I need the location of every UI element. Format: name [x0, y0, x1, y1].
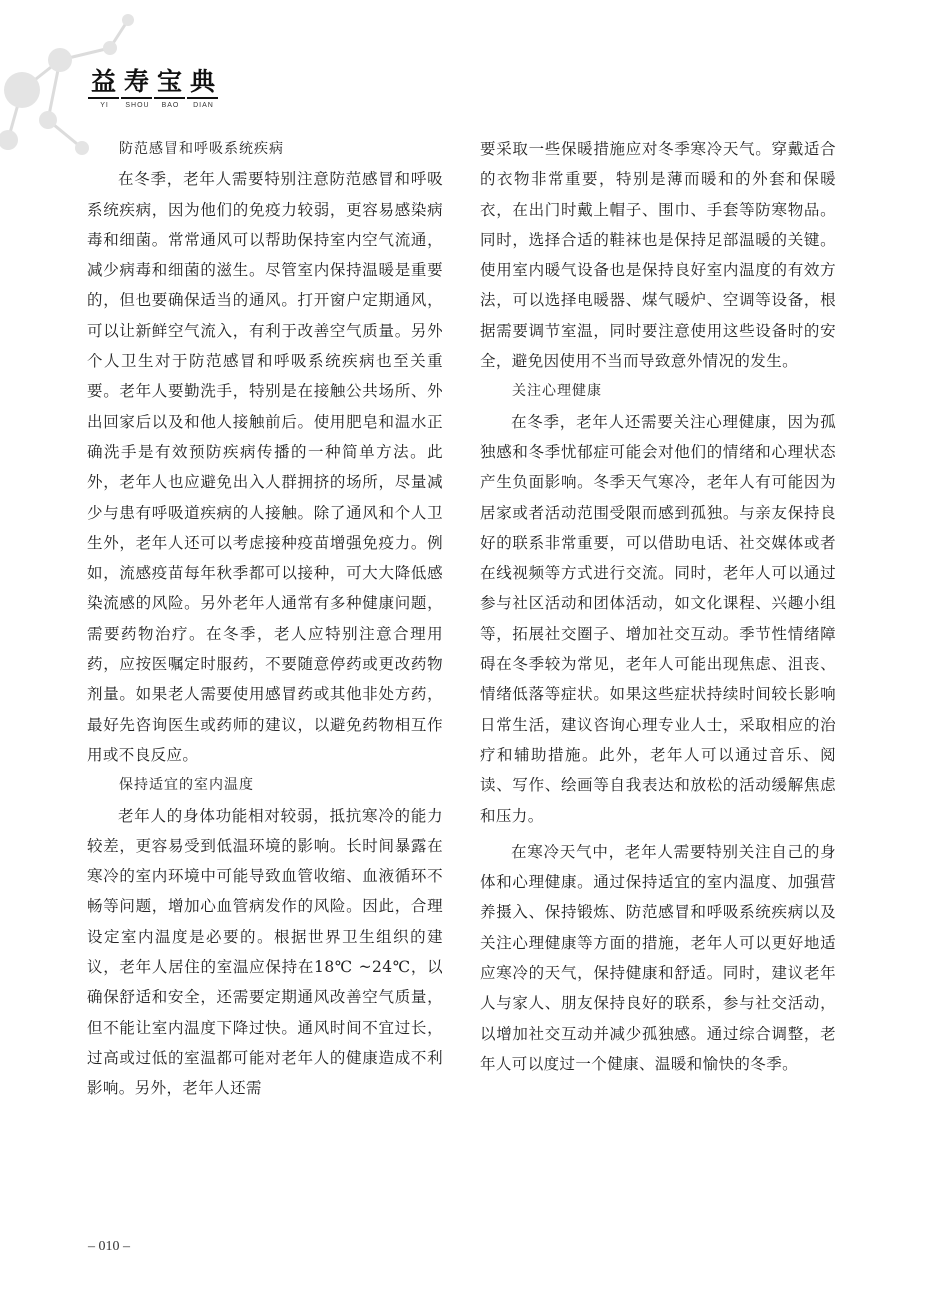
section-heading-cold-prevention: 防范感冒和呼吸系统疾病 — [119, 141, 284, 157]
pinyin-syllable: BAO — [161, 102, 180, 109]
paragraph-conclusion: 在寒冷天气中，老年人需要特别关注自己的身体和心理健康。通过保持适宜的室内温度、加强营养摄入、保持锻炼、防范感冒和呼吸系统疾病以及关注心理健康等方面的措施，老年人可以更好地适应寒冷的天气，保持健康和舒适。同时，建议老年人与家人、朋友保持良好的联系，参与社交活动，以增加社交互动并减少孤独感。通过综合调整，老年人可以度过一个健康、温暖和愉快的冬季。 — [480, 842, 836, 1073]
paragraph-indoor-temperature: 老年人的身体功能相对较弱，抵抗寒冷的能力较差，更容易受到低温环境的影响。长时间暴露在寒冷的室内环境中可能导致血管收缩、血液循环不畅等问题，增加心血管病发作的风险。因此，合理设定室内温度是必要的。根据世界卫生组织的建议，老年人居住的室温应保持在18℃ ~24℃，以确保舒适和安全，还需要定期通风改善空气质量，但不能让室内温度下降过快。通风时间不宜过长，过高或过低的室温都可能对老年人的健康造成不利影响。另外，老年人还需 — [87, 806, 443, 1098]
masthead-char: 宝 — [154, 66, 185, 99]
paragraph-mental-health: 在冬季，老年人还需要关注心理健康，因为孤独感和冬季忧郁症可能会对他们的情绪和心理状态产生负面影响。冬季天气寒冷，老年人有可能因为居家或者活动范围受限而感到孤独。与亲友保持良好的联系非常重要，可以借助电话、社交媒体或者在线视频等方式进行交流。同时，老年人可以通过参与社区活动和团体活动，如文化课程、兴趣小组等，拓展社交圈子、增加社交互动。季节性情绪障碍在冬季较为常见，老年人可能出现焦虑、沮丧、情绪低落等症状。如果这些症状持续时间较长影响日常生活，建议咨询心理专业人士，采取相应的治疗和辅助措施。此外，老年人可以通过音乐、阅读、写作、绘画等自我表达和放松的活动缓解焦虑和压力。 — [480, 412, 836, 825]
pinyin-syllable: SHOU — [125, 102, 150, 109]
right-column — [480, 134, 836, 1079]
masthead-logo — [88, 66, 220, 109]
page-number: – 010 – — [88, 1239, 130, 1254]
left-column — [87, 134, 443, 1104]
masthead-char: 寿 — [121, 66, 152, 99]
masthead-title — [88, 66, 220, 99]
masthead-char: 益 — [88, 66, 119, 99]
section-heading-indoor-temperature: 保持适宜的室内温度 — [119, 777, 254, 794]
pinyin-syllable: DIAN — [193, 102, 214, 109]
section-heading-mental-health: 关注心理健康 — [512, 383, 602, 400]
pinyin-syllable: YI — [100, 102, 109, 109]
masthead-pinyin — [88, 102, 220, 109]
masthead-char: 典 — [187, 66, 218, 99]
paragraph-cold-prevention: 在冬季，老年人需要特别注意防范感冒和呼吸系统疾病，因为他们的免疫力较弱，更容易感染病毒和细菌。常常通风可以帮助保持室内空气流通，减少病毒和细菌的滋生。尽管室内保持温暖是重要的，但也要确保适当的通风。打开窗户定期通风，可以让新鲜空气流入，有利于改善空气质量。另外个人卫生对于防范感冒和呼吸系统疾病也至关重要。老年人要勤洗手，特别是在接触公共场所、外出回家后以及和他人接触前后。使用肥皂和温水正确洗手是有效预防疾病传播的一种简单方法。此外，老年人也应避免出入人群拥挤的场所，尽量减少与患有呼吸道疾病的人接触。除了通风和个人卫生外，老年人还可以考虑接种疫苗增强免疫力。例如，流感疫苗每年秋季都可以接种，可大大降低感染流感的风险。另外老年人通常有多种健康问题，需要药物治疗。在冬季，老人应特别注意合理用药，应按医嘱定时服药，不要随意停药或更改药物剂量。如果老人需要使用感冒药或其他非处方药，最好先咨询医生或药师的建议，以避免药物相互作用或不良反应。 — [87, 170, 443, 764]
paragraph-warmth-measures: 要采取一些保暖措施应对冬季寒冷天气。穿戴适合的衣物非常重要，特别是薄而暖和的外套和保暖衣，在出门时戴上帽子、围巾、手套等防寒物品。同时，选择合适的鞋袜也是保持足部温暖的关键。使用室内暖气设备也是保持良好室内温度的有效方法，可以选择电暖器、煤气暖炉、空调等设备，根据需要调节室温，同时要注意使用这些设备时的安全，避免因使用不当而导致意外情况的发生。 — [480, 140, 836, 371]
